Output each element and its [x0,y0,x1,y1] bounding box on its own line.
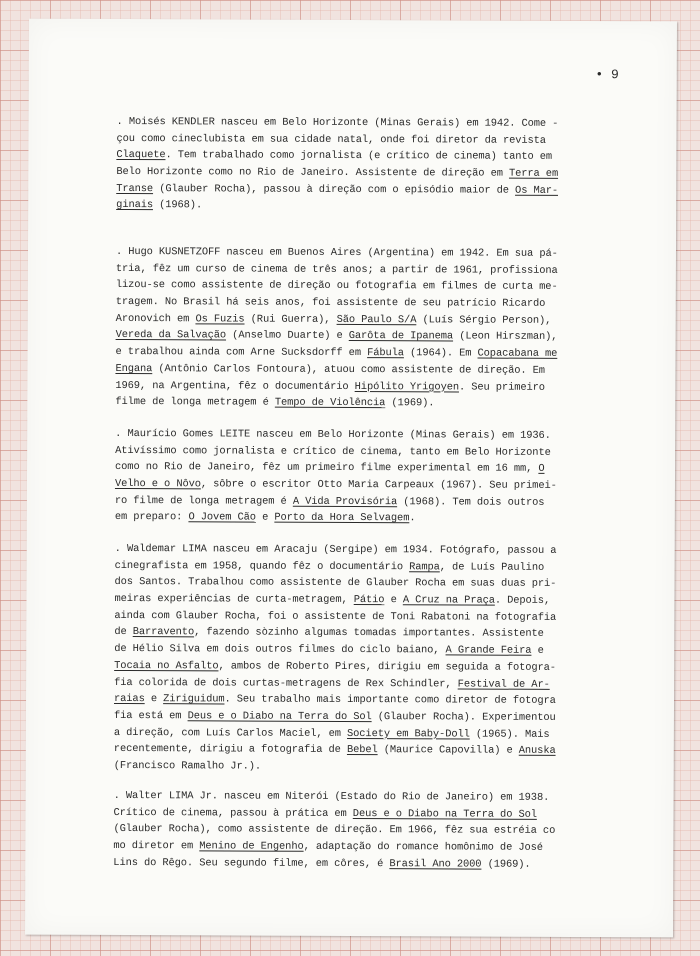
text-run: (1965). Mais [469,728,550,741]
film-title: Bebel [346,744,378,757]
text-run: (Rui Guerra), [244,313,337,326]
text-line [114,788,646,807]
text-run: dos Santos. Trabalhou como assistente de Glauber Rocha em suas duas pri- [114,576,557,591]
text-line [113,855,645,874]
text-run: e trabalhou ainda com Arne Sucksdorff em [115,346,368,360]
text-run: ro filme de longa metragem é [114,494,293,508]
text-run: (Luís Sérgio Person), [416,314,552,327]
text-run: (Anselmo Duarte) e [226,329,349,343]
text-run: (Glauber Rocha). Experimentou [371,710,556,724]
text-run: . Maurício Gomes LEITE nasceu em Belo Horizonte (Minas Gerais) em 1936. [115,427,551,442]
text-line [115,476,647,495]
text-run: çou como cineclubista em sua cidade natal, onde foi diretor da revista [116,132,546,147]
bio-paragraph-leite [115,426,647,528]
film-title: A Cruz na Praça [402,594,495,607]
text-run: tria, fêz um curso de cinema de três anos; a partir de 1961, profissiona [115,262,558,277]
text-run: ainda com Glauber Rocha, foi o assistente de Toni Rabatoni na fotografia [114,609,557,624]
text-run: , ambos de Roberto Pires, dirigiu em seguida a fotogra- [218,660,556,674]
text-line [116,244,648,263]
text-run: Lins do Rêgo. Seu segundo filme, em côres, é [113,856,390,870]
text-line [115,361,647,380]
film-title: Society em Baby-Doll [347,727,470,741]
text-run: fia está em [113,709,188,723]
text-run: . Depois, [494,594,551,607]
film-title: Pátio [353,594,385,607]
text-run: . Hugo KUSNETZOFF nasceu em Buenos Aires (Argentina) em 1942. Em sua pá- [115,245,558,260]
film-title: Velho e o Nôvo [114,478,201,491]
text-run: meiras experiências de curta-metragem, [114,593,354,607]
text-run: de Hélio Silva em dois outros filmes do ciclo baiano, [114,643,446,657]
film-title: Anuska [518,744,556,758]
text-run: , fazendo sòzinho algumas tomadas importantes. Assistente [194,626,544,641]
text-run: (1969). [385,397,435,410]
film-title: Engana [115,362,153,375]
text-run: (Maurice Capovilla) e [377,744,519,757]
film-title: O Jovem Cão [188,511,256,525]
text-run: como no Rio de Janeiro, fêz um primeiro filme experimental em 16 mm, [115,461,539,476]
film-title: Os Mar- [515,184,559,197]
film-title: O [538,463,545,476]
film-title: Hipólito Yrigoyen [354,380,460,393]
text-line [116,294,648,313]
film-title: São Paulo S/A [336,313,417,327]
film-title: Deus e o Diabo na Terra do Sol [187,710,372,723]
text-run: de [114,626,133,639]
text-run: (1968). Tem dois outros [397,495,545,509]
text-run: , de Luís Paulino [439,561,545,574]
film-title: Claquete [116,149,166,162]
text-line [114,658,646,677]
text-line [113,838,645,857]
bio-paragraph-walter-lima [113,788,645,874]
text-run: . Walter LIMA Jr. nasceu em Niterói (Estado do Rio de Janeiro) em 1938. [113,789,550,804]
text-run: (1969). [481,858,531,871]
film-title: Festival de Ar- [457,677,550,691]
text-line [115,541,647,560]
text-line [115,394,647,413]
text-run: (Leon Hirszman), [453,330,558,344]
text-line [114,708,646,727]
typed-page [25,19,677,938]
text-run: e [255,512,275,525]
text-run: (1968). [152,199,203,212]
film-title: Tempo de Violência [274,396,386,410]
text-run: cinegrafista em 1958, quando fêz o documentário [114,559,410,573]
bio-paragraph-waldemar-lima [114,541,647,777]
text-run: (1964). Em [403,347,478,360]
film-title: Fábula [367,347,404,360]
text-run: , sôbre o escritor Otto Maria Carpeaux (1967). Seu primei- [200,478,557,492]
text-run: (Glauber Rocha), passou à direção com o episódio maior de [153,182,516,197]
text-line [114,591,646,610]
text-run: . Seu trabalho mais importante como diretor de fotogra [224,693,556,708]
text-run: . Moisés KENDLER nasceu em Belo Horizonte (Minas Gerais) em 1942. Come - [116,115,559,130]
text-run: (Glauber Rocha), como assistente de direção. Em 1966, fêz sua estréia co [113,823,556,838]
text-run: mo diretor em [113,840,200,853]
text-run: Crítico de cinema, passou à prática em [113,806,353,820]
film-title: Barravento [132,626,195,639]
film-title: Terra em [508,167,559,180]
film-title: A Grande Feira [445,644,532,657]
film-title: Rampa [409,560,440,574]
film-title: Vereda da Salvação [115,329,227,342]
film-title: Copacabana me [477,347,558,361]
text-run: , adaptação do romance homônimo de José [303,840,543,854]
bio-paragraph-kusnetzoff [115,244,648,413]
film-title: Menino de Engenho [199,840,304,853]
text-run: em preparo: [114,511,189,524]
film-title: Tocaia no Asfalto [114,659,219,673]
text-run: tragem. No Brasil há seis anos, foi assistente de seu patrício Ricardo [115,296,546,310]
text-run: . Seu primeiro [458,380,545,394]
film-title: raias [114,693,145,706]
text-line [116,164,648,183]
text-run: fia colorida de dois curtas-metragens de Rex Schindler, [114,676,458,690]
film-title: Transe [116,182,154,195]
film-title: Brasil Ano 2000 [389,857,482,871]
text-run: . Waldemar LIMA nasceu em Aracaju (Sergipe) em 1934. Fotógrafo, passou a [114,542,557,557]
text-line [116,197,648,216]
text-line [114,758,646,777]
page-number: • 9 [595,67,619,83]
text-run: Belo Horizonte como no Rio de Janeiro. Assistente de direção em [116,166,510,180]
text-run: e [384,594,403,607]
text-run: (Antônio Carlos Fontoura), atuou como assistente de direção. Em [152,362,545,377]
film-title: A Vida Provisória [292,495,398,508]
film-title: ginais [116,199,154,212]
text-line [115,509,647,528]
text-line [116,344,648,363]
bio-paragraph-kendler [116,114,648,216]
text-run: e [531,644,544,657]
text-run: . Tem trabalhado como jornalista (e crítico de cinema) tanto em [165,149,553,164]
text-run: . [409,512,416,525]
text-run: (Francisco Ramalho Jr.). [113,759,262,773]
text-run: lizou-se como assistente de direção ou fotografia em filmes de curta me- [115,279,558,294]
text-line [115,426,647,445]
text-run: Ativíssimo como jornalista e crítico de cinema, tanto em Belo Horizonte [115,444,551,459]
text-run: Aronovich em [115,312,196,326]
text-line [114,641,646,660]
film-title: Deus e o Diabo na Terra do Sol [352,807,537,821]
film-title: Porto da Hora Selvagem [274,512,410,525]
film-title: Garôta de Ipanema [348,330,454,343]
text-run: filme de longa metragem é [115,396,275,409]
text-run: recentemente, dirigiu a fotografia de [113,743,347,757]
text-run: e [144,693,164,706]
film-title: Os Fuzis [195,313,245,326]
text-run: 1969, na Argentina, fêz o documentário [115,379,355,393]
text-run: a direção, com Luís Carlos Maciel, em [113,726,348,740]
text-line [117,114,649,133]
film-title: Ziriguidum [163,693,225,706]
